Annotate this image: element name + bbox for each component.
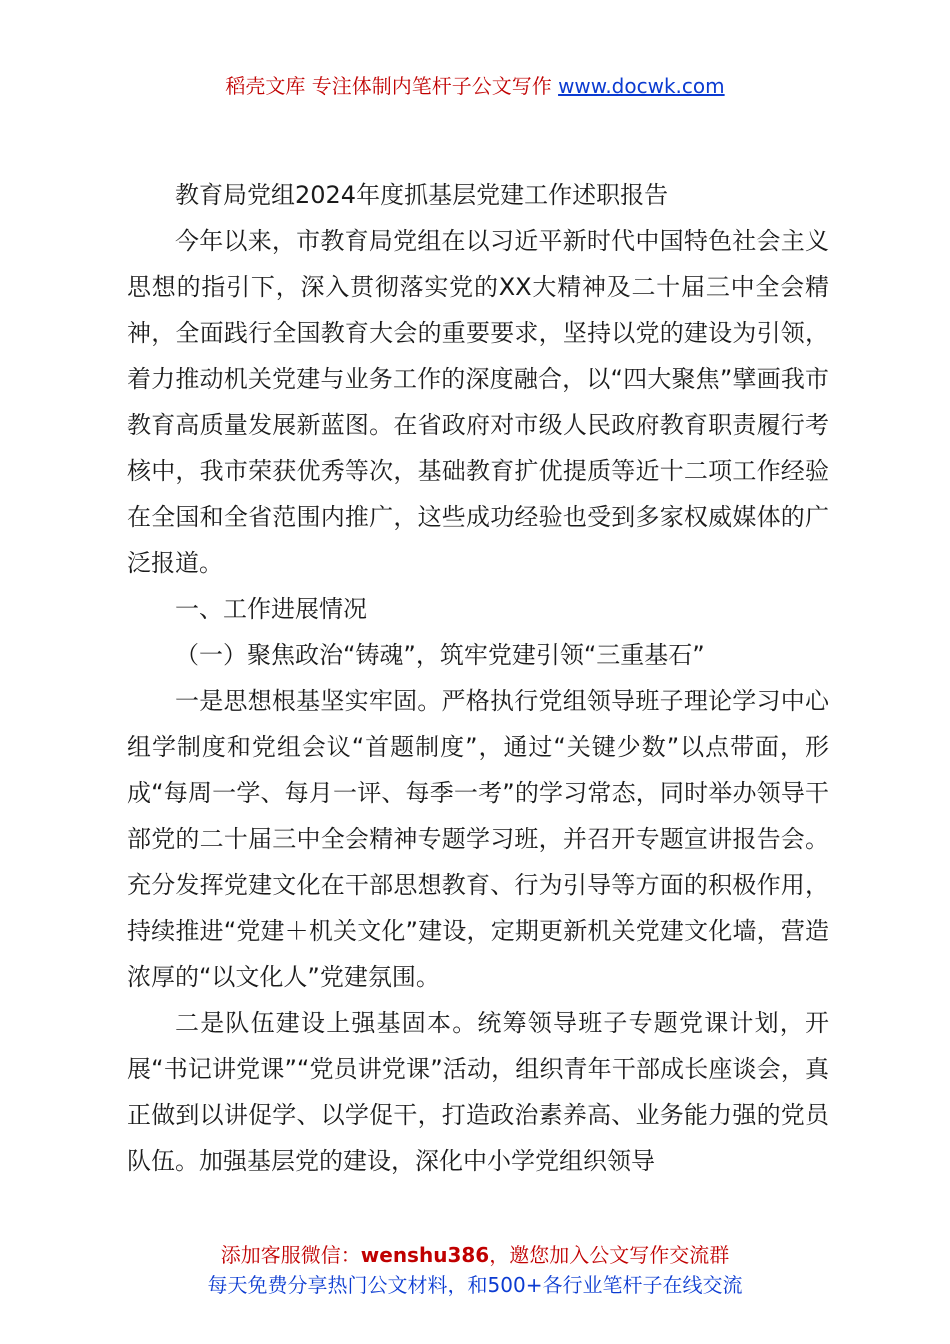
subsection-heading: （一）聚焦政治“铸魂”，筑牢党建引领“三重基石” bbox=[175, 641, 705, 669]
section-heading: 一、工作进展情况 bbox=[175, 595, 367, 623]
footer-line-2: 每天免费分享热门公文材料，和500+各行业笔杆子在线交流 bbox=[207, 1273, 743, 1297]
footer-line-1 bbox=[0, 1240, 950, 1270]
site-link[interactable]: www.docwk.com bbox=[558, 74, 725, 98]
footer-suffix: ，邀您加入公文写作交流群 bbox=[489, 1243, 730, 1267]
wechat-id: wenshu386 bbox=[360, 1243, 490, 1267]
page-footer bbox=[0, 1240, 950, 1300]
paragraph-team-building: 二是队伍建设上强基固本。统筹领导班子专题党课计划，开展“书记讲党课”“党员讲党课”活动，组织青年干部成长座谈会，真正做到以讲促学、以学促干，打造政治素养高、业务能力强的党员队伍。加强基层党的建设，深化中小学党组织领导 bbox=[127, 1009, 829, 1175]
document-body bbox=[127, 172, 829, 1184]
document-title: 教育局党组2024年度抓基层党建工作述职报告 bbox=[175, 181, 669, 209]
paragraph-thought-foundation: 一是思想根基坚实牢固。严格执行党组领导班子理论学习中心组学制度和党组会议“首题制度”，通过“关键少数”以点带面，形成“每周一学、每月一评、每季一考”的学习常态，同时举办领导干部党的二十届三中全会精神专题学习班，并召开专题宣讲报告会。充分发挥党建文化在干部思想教育、行为引导等方面的积极作用，持续推进“党建＋机关文化”建设，定期更新机关党建文化墙，营造浓厚的“以文化人”党建氛围。 bbox=[127, 687, 829, 991]
paragraph-intro: 今年以来，市教育局党组在以习近平新时代中国特色社会主义思想的指引下，深入贯彻落实党的XX大精神及二十届三中全会精神，全面践行全国教育大会的重要要求，坚持以党的建设为引领，着力推动机关党建与业务工作的深度融合，以“四大聚焦”擘画我市教育高质量发展新蓝图。在省政府对市级人民政府教育职责履行考核中，我市荣获优秀等次，基础教育扩优提质等近十二项工作经验在全国和全省范围内推广，这些成功经验也受到多家权威媒体的广泛报道。 bbox=[127, 227, 829, 577]
brand-slogan: 稻壳文库 专注体制内笔杆子公文写作 bbox=[225, 74, 552, 98]
footer-prefix: 添加客服微信： bbox=[220, 1243, 361, 1267]
page-header bbox=[0, 70, 950, 99]
